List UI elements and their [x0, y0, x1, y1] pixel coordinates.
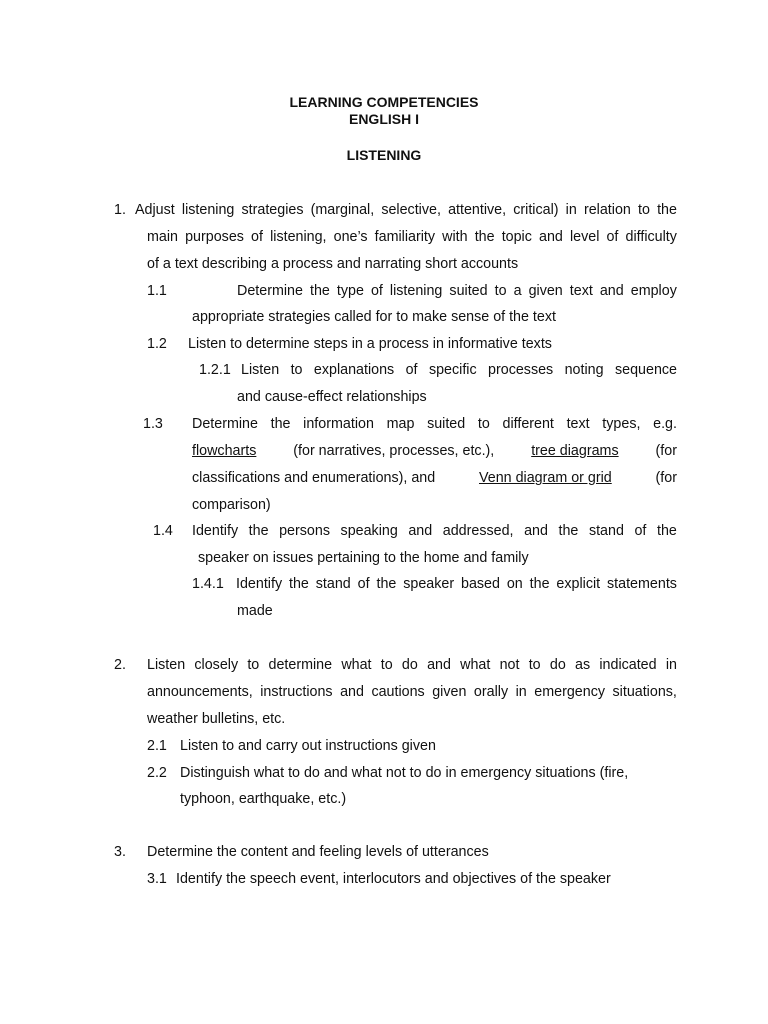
competency-text: Identify the speech event, interlocutors and objectives of the speaker	[176, 871, 611, 887]
competency-text-word: to	[638, 202, 650, 218]
competency-text-word: explicit	[556, 576, 601, 592]
competency-text-word: relation	[583, 202, 631, 218]
competency-text-word: strategies	[241, 202, 304, 218]
competency-text-word: statements	[607, 576, 677, 592]
competency-text-word: purposes	[185, 229, 244, 245]
competency-text-word: with	[442, 229, 468, 245]
competency-2-line-2	[147, 683, 677, 701]
competency-text: appropriate strategies called for to make sense of the text	[192, 309, 556, 325]
competency-text-word: listening	[389, 283, 443, 299]
competency-text-word: speaking	[340, 523, 398, 539]
item-number: 1.2	[147, 336, 167, 352]
competency-1-line-1	[135, 201, 677, 219]
competency-text-word: stand	[588, 523, 624, 539]
competency-text-word: based	[461, 576, 500, 592]
sub-competency-line	[237, 282, 677, 300]
competency-text-word: of	[606, 229, 619, 245]
competency-text-word: different	[502, 416, 554, 432]
competency-text-word: the	[309, 283, 330, 299]
sub-competency-line	[192, 522, 677, 540]
competency-text-word: listening,	[270, 229, 327, 245]
competency-text-word: attentive,	[448, 202, 507, 218]
competency-text-word: of	[405, 362, 418, 378]
competency-text: (for	[655, 443, 677, 459]
competency-text-word: the	[270, 416, 291, 432]
competency-text-word: to	[477, 416, 490, 432]
section-heading: LISTENING	[346, 147, 422, 163]
competency-text-word: in	[665, 657, 677, 673]
competency-text: made	[237, 603, 273, 619]
competency-text-word: listening	[181, 202, 235, 218]
competency-text-word: do	[401, 657, 418, 673]
competency-text-word: to	[247, 657, 260, 673]
competency-text: (for	[655, 470, 677, 486]
tree-diagrams-term: tree diagrams	[531, 443, 619, 459]
item-number: 3.	[114, 844, 126, 860]
competency-text-word: on	[506, 576, 523, 592]
competency-text-word: text	[566, 416, 590, 432]
competency-text-word: the	[376, 576, 397, 592]
competency-text-word: processes	[488, 362, 554, 378]
competency-text-word: types,	[602, 416, 641, 432]
competency-text-word: explanations	[313, 362, 395, 378]
competency-text-word: persons	[279, 523, 330, 539]
item-number: 1.	[114, 202, 126, 218]
competency-text-word: announcements,	[147, 684, 253, 700]
competency-text-word: and	[599, 283, 624, 299]
competency-text: speaker on issues pertaining to the home and family	[198, 550, 529, 566]
competency-text-word: and	[408, 523, 433, 539]
item-number: 2.1	[147, 738, 167, 754]
competency-text-word: specific	[428, 362, 477, 378]
competency-text-word: (marginal,	[310, 202, 375, 218]
competency-text-word: do	[549, 657, 566, 673]
competency-text-word: emergency	[534, 684, 605, 700]
competency-text-word: addressed,	[442, 523, 514, 539]
competency-text: typhoon, earthquake, etc.)	[180, 791, 347, 807]
competency-text-word: of	[370, 283, 383, 299]
competency-text-word: cautions	[371, 684, 425, 700]
item-number: 1.1	[147, 283, 167, 299]
item-number: 1.2.1	[199, 362, 231, 378]
competency-text-word: Listen	[147, 657, 186, 673]
competency-text: Distinguish what to do and what not to do in emergency situations (fire,	[180, 765, 629, 781]
competency-text-word: suited	[427, 416, 466, 432]
sub-competency-line	[192, 415, 677, 433]
item-number: 3.1	[147, 871, 167, 887]
competency-text-word: to	[528, 657, 541, 673]
competency-text-word: given	[432, 684, 467, 700]
competency-text-word: Adjust	[135, 202, 175, 218]
competency-text-word: Determine	[237, 283, 303, 299]
subject-heading: ENGLISH I	[348, 111, 419, 127]
competency-text: Listen to and carry out instructions given	[180, 738, 436, 754]
competency-text-word: determine	[268, 657, 333, 673]
competency-text-word: given	[528, 283, 563, 299]
competency-text-word: Identify	[236, 576, 283, 592]
competency-text-word: stand	[315, 576, 351, 592]
item-number: 1.4.1	[192, 576, 224, 592]
competency-text-word: and	[539, 229, 563, 245]
competency-text-word: Determine	[192, 416, 258, 432]
competency-text-word: the	[656, 523, 677, 539]
competency-text-word: what	[341, 657, 372, 673]
competency-text: weather bulletins, etc.	[147, 711, 286, 727]
competency-text-word: one’s	[333, 229, 368, 245]
document-title: LEARNING COMPETENCIES	[289, 94, 479, 110]
flowcharts-term: flowcharts	[192, 443, 257, 459]
item-number: 2.2	[147, 765, 167, 781]
competency-text-word: selective,	[381, 202, 441, 218]
competency-text-word: map	[386, 416, 415, 432]
competency-text-word: and	[427, 657, 451, 673]
competency-text-word: to	[494, 283, 507, 299]
competency-text: of a text describing a process and narrating short accounts	[147, 256, 519, 272]
competency-text-word: in	[565, 202, 577, 218]
competency-text-word: Identify	[192, 523, 239, 539]
competency-text-word: of	[357, 576, 370, 592]
competency-text-word: level	[569, 229, 600, 245]
competency-text-word: the	[657, 202, 677, 218]
competency-text-word: the	[529, 576, 550, 592]
competency-text-word: suited	[449, 283, 488, 299]
item-number: 2.	[114, 657, 126, 673]
competency-text: classifications and enumerations), and	[192, 470, 436, 486]
competency-text-word: and	[524, 523, 548, 539]
competency-text-word: indicated	[599, 657, 657, 673]
competency-text-word: difficulty	[625, 229, 677, 245]
competency-text-word: not	[499, 657, 520, 673]
competency-text-word: of	[634, 523, 647, 539]
competency-text-word: employ	[630, 283, 677, 299]
sub-competency-line	[192, 442, 677, 460]
competency-text-word: in	[515, 684, 527, 700]
competency-text-word: sequence	[614, 362, 677, 378]
sub-competency-line	[241, 361, 677, 379]
competency-text-word: and	[340, 684, 364, 700]
competency-text-word: as	[575, 657, 591, 673]
competency-text-word: type	[336, 283, 364, 299]
competency-text: (for narratives, processes, etc.),	[293, 443, 495, 459]
competency-1-line-2	[147, 228, 677, 246]
item-number: 1.4	[153, 523, 173, 539]
competency-text-word: a	[513, 283, 522, 299]
competency-text-word: text	[569, 283, 593, 299]
competency-text-word: orally	[473, 684, 509, 700]
competency-text-word: to	[380, 657, 393, 673]
competency-text-word: instructions	[260, 684, 333, 700]
competency-text-word: situations,	[612, 684, 677, 700]
competency-text-word: the	[558, 523, 579, 539]
competency-text-word: closely	[194, 657, 239, 673]
competency-text-word: the	[248, 523, 269, 539]
competency-text: comparison)	[192, 497, 271, 513]
competency-text-word: Listen	[241, 362, 280, 378]
competency-text: and cause-effect relationships	[237, 389, 427, 405]
item-number: 1.3	[143, 416, 163, 432]
sub-competency-line	[236, 575, 677, 593]
competency-text-word: to	[290, 362, 303, 378]
sub-competency-line	[192, 469, 677, 487]
competency-text-word: e.g.	[653, 416, 677, 432]
competency-text-word: noting	[564, 362, 604, 378]
competency-text-word: information	[303, 416, 374, 432]
competency-text-word: of	[251, 229, 263, 245]
competency-text: Determine the content and feeling levels of utterances	[147, 844, 489, 860]
competency-text-word: what	[460, 657, 491, 673]
competency-text: Listen to determine steps in a process in informative texts	[188, 336, 552, 352]
competency-text-word: speaker	[403, 576, 455, 592]
competency-text-word: topic	[501, 229, 532, 245]
competency-text-word: the	[474, 229, 495, 245]
venn-diagram-term: Venn diagram or grid	[479, 470, 612, 486]
competency-text-word: familiarity	[374, 229, 436, 245]
competency-text-word: main	[147, 229, 178, 245]
competency-2-line-1	[147, 656, 677, 674]
competency-text-word: critical)	[513, 202, 559, 218]
competency-text-word: the	[289, 576, 309, 592]
